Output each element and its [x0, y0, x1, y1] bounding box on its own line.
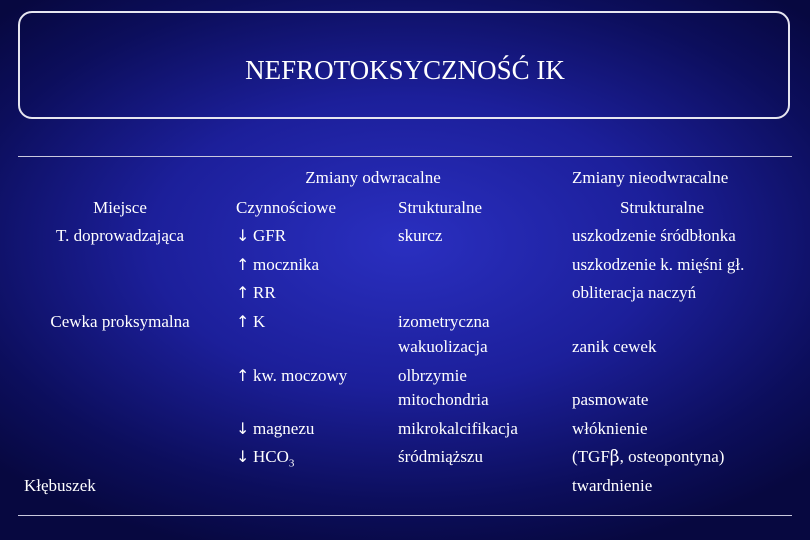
- irreversible-atrophy: zanik cewek: [572, 337, 657, 356]
- arrow-down-icon: ↓: [236, 447, 250, 466]
- header-irreversible: Zmiany nieodwracalne: [572, 168, 729, 187]
- functional-urea: ↑ mocznika: [236, 253, 319, 277]
- structural-mitochondria: mitochondria: [398, 390, 489, 409]
- structural-giant: olbrzymie: [398, 366, 467, 385]
- arrow-up-icon: ↑: [236, 283, 250, 302]
- location-proximal: Cewka proksymalna: [50, 312, 190, 331]
- arrow-up-icon: ↑: [236, 255, 250, 274]
- irreversible-fibrosis: włóknienie: [572, 419, 648, 438]
- functional-magnesium: ↓ magnezu: [236, 417, 314, 441]
- structural-isometric: izometryczna: [398, 312, 490, 331]
- arrow-up-icon: ↑: [236, 366, 250, 385]
- structural-spasm: skurcz: [398, 226, 443, 245]
- irreversible-endothelium: uszkodzenie śródbłonka: [572, 226, 736, 245]
- structural-interstitium: śródmiąższu: [398, 447, 483, 466]
- bottom-rule: [18, 515, 792, 516]
- header-structural-irreversible: Strukturalne: [619, 198, 705, 217]
- location-afferent: T. doprowadzająca: [55, 226, 185, 245]
- top-rule: [18, 156, 792, 157]
- functional-k: ↑ K: [236, 310, 265, 334]
- arrow-up-icon: ↑: [236, 312, 250, 331]
- slide-title: NEFROTOKSYCZNOŚĆ IK: [245, 55, 565, 85]
- structural-microcalcification: mikrokalcifikacja: [398, 419, 518, 438]
- arrow-down-icon: ↓: [236, 419, 250, 438]
- location-glomerulus: Kłębuszek: [24, 476, 96, 495]
- header-structural: Strukturalne: [398, 198, 483, 217]
- functional-gfr: ↓ GFR: [236, 224, 286, 248]
- irreversible-tgf: (TGFβ, osteopontyna): [572, 447, 725, 467]
- header-location: Miejsce: [93, 198, 147, 217]
- structural-vacuolization: wakuolizacja: [398, 337, 488, 356]
- functional-rr: ↑ RR: [236, 281, 276, 305]
- functional-hco3: ↓ $HCO_3$: [236, 447, 295, 470]
- functional-urine: ↑ kw. moczowy: [236, 364, 347, 388]
- header-reversible: Zmiany odwracalne: [305, 168, 441, 187]
- arrow-down-icon: ↓: [236, 226, 250, 245]
- irreversible-smooth-muscle: uszkodzenie k. mięśni gł.: [572, 255, 745, 274]
- header-functional: Czynnościowe: [236, 198, 337, 217]
- irreversible-sclerosis: twardnienie: [572, 476, 653, 495]
- irreversible-obliteration: obliteracja naczyń: [572, 283, 697, 302]
- irreversible-banded: pasmowate: [572, 390, 649, 409]
